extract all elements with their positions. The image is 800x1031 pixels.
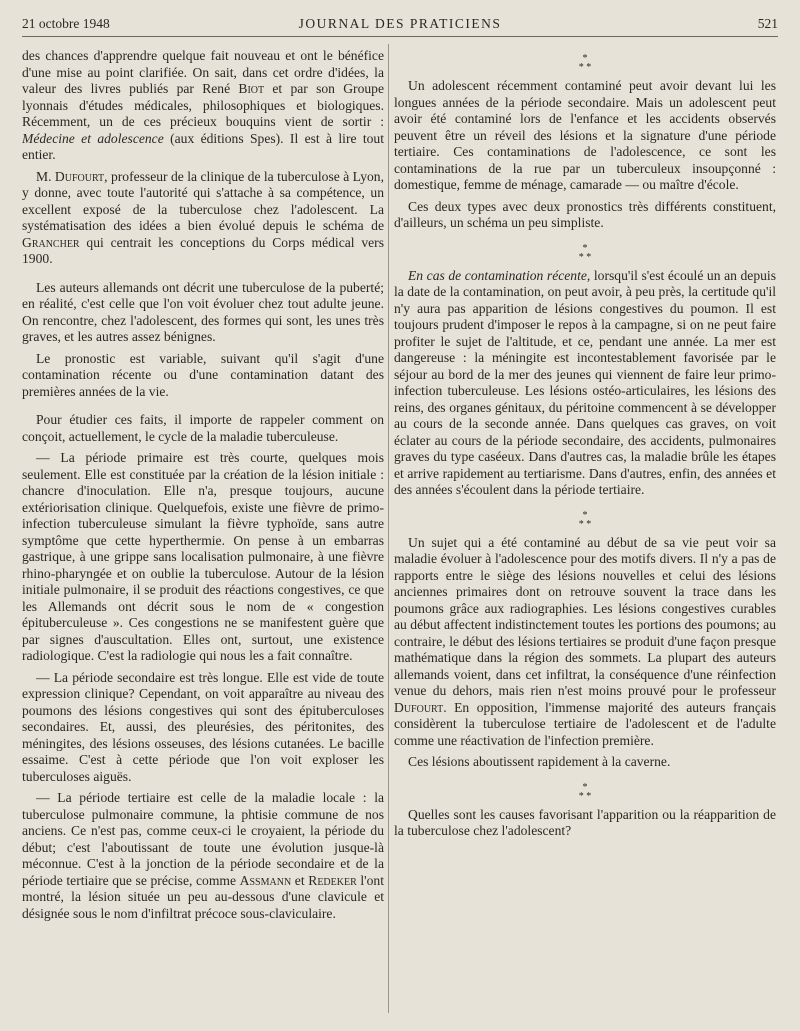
section-separator: * * *: [578, 242, 592, 263]
book-title: Médecine et adolescence: [22, 130, 164, 146]
paragraph-primary-period: — La période primaire est très courte, quelques mois seulement. Elle est constituée par la création de la lésion initiale : chancre d'inoculation. Elle n'a, presque toujours, aucune extériorisation clinique. Quelquefois, existe une fièvre de primo-infection tuberculeuse simulant la fièvre typhoïde, sans autre symptôme que cette hyperthermie. On pense à un embarras gastrique, à une grippe sans localisation pulmonaire, à une fièvre rhino-pharyngée et on oublie la tuberculose. Autour de la lésion initiale pulmonaire, il se produit des réactions congestives, ce que les Allemands ont décrit sous le nom de « congestion épituberculeuse ». Ces congestions ne se manifestent guère que par signes d'auscultation. Elles ont, surtout, une existence radiologique. C'est la radiologie qui nous les a fait connaître.: [22, 450, 384, 663]
author-assmann: Assmann: [239, 872, 292, 888]
paragraph-tertiary-period: — La période tertiaire est celle de la maladie locale : la tuberculose pulmonaire commune, la phtisie commune de nos anciens. Ce n'est pas, comme ceux-ci le croyaient, la période du début; c'est l'aboutissant de toute une évolution jusque-là méconnue. C'est à la jonction de la période secondaire et de la période tertiaire que se précise, comme Assmann et Redeker l'ont montré, la lésion située un peu au-dessous d'une clavicule et désignée sous le nom d'infiltrat précoce sous-claviculaire.: [22, 790, 384, 921]
author-grancher: Grancher: [22, 234, 80, 250]
paragraph-recent-case: En cas de contamination récente, lorsqu'il s'est écoulé un an depuis la date de la contamination, on peut avoir, à peu près, la certitude qu'il n'y aura pas apparition de lésions congestives du poumon. Il est toujours prudent d'imposer le repos à la campagne, si on ne peut faire profiter le sujet de l'altitude, et ce, pendant une année. La mer est dangereuse : la méningite est incontestablement favorisée par le séjour au bord de la mer des jeunes qui viennent de faire leur primo-infection tuberculeuse. Les lésions ostéo-articulaires, les lésions des reins, des organes génitaux, du péritoine commencent à se développer au cours de la seconde année. Dans quelques cas graves, on voit éclater au cours de la période secondaire, des accidents, pulmonaires graves du type caséeux. Dans d'autres cas, la maladie brûle les étapes et arrive rapidement au tertiarisme. Dans d'autres, enfin, des années et des années s'écoulent dans la période tertiaire.: [394, 267, 776, 497]
paragraph-early-contamination: Un sujet qui a été contaminé au début de sa vie peut voir sa maladie évoluer à l'adolescence pour des motifs divers. Il n'y a pas de rapports entre le siège des lésions nouvelles et celui des lésions anciennes primaires dont on retrouve souvent la trace dans les poumons grâce aux radiographies. Les lésions congestives curables au début affectent indistinctement toutes les portions des poumons; au contraire, le début des lésions tertiaires se produit d'une façon presque mathématique dans la région des sommets. La plupart des auteurs allemands voient, dans cet infiltrat, la conséquence d'une réinfection venue du dehors, mais rien n'est moins prouvé pour le professeur Dufourt. En opposition, l'immense majorité des auteurs français considèrent la tuberculose tertiaire de l'adolescent et de l'adulte comme une réactivation de l'infection première.: [394, 534, 776, 748]
author-dufourt: Dufourt: [394, 699, 444, 715]
section-separator: * * *: [578, 781, 592, 802]
section-separator: * * *: [578, 509, 592, 530]
running-header: [22, 14, 778, 37]
header-date: 21 octobre 1948: [22, 16, 110, 31]
right-column: [394, 48, 776, 1013]
paragraph-secondary-period: — La période secondaire est très longue. Elle est vide de toute expression clinique? Cependant, on voit apparaître au niveau des poumons des lésions congestives qui sont des épituberculoses secondaires. Et, aussi, des pleurésies, des péritonites, des méningites, des lésions osseuses, des lésions cutanées. Le bacille essaime. C'est à cette période que l'on voit exploser les tuberculoses aiguës.: [22, 669, 384, 784]
paragraph-question: Quelles sont les causes favorisant l'apparition ou la réapparition de la tuberculose chez l'adolescent?: [394, 806, 776, 838]
paragraph-two-types: Ces deux types avec deux pronostics très différents constituent, d'ailleurs, un schéma un peu simpliste.: [394, 198, 776, 230]
author-dufourt: Dufourt: [54, 168, 105, 184]
author-redeker: Redeker: [308, 872, 357, 888]
journal-title: JOURNAL DES PRATICIENS: [298, 16, 502, 31]
paragraph-recent-contamination: Un adolescent récemment contaminé peut avoir devant lui les longues années de la période secondaire. Mais un adolescent peut avoir été contaminé lors de l'enfance et les accidents observés peuvent être un réveil des lésions et la signature d'une période tertiaire. Ces contaminations de l'adolescence, ce sont les contaminations de la rue par un tuberculeux insoupçonné : domestique, femme de ménage, camarade — ou maître d'école.: [394, 78, 776, 192]
paragraph-cycle: Pour étudier ces faits, il importe de rappeler comment on conçoit, actuellement, le cycle de la maladie tuberculeuse.: [22, 412, 384, 444]
lead-phrase: En cas de contamination récente,: [408, 267, 591, 283]
paragraph-dufourt: M. Dufourt, professeur de la clinique de la tuberculose à Lyon, y donne, avec toute l'autorité qui s'attache à sa compétence, un excellent exposé de la tuberculose chez l'adolescent. La systématisation des idées a bien évolué depuis le schéma de Grancher qui centrait les conceptions du Corps médical vers 1900.: [22, 168, 384, 266]
page-number: 521: [757, 16, 778, 31]
paragraph-prognosis: Le pronostic est variable, suivant qu'il s'agit d'une contamination récente ou d'une contamination datant des premières années de la vie.: [22, 350, 384, 399]
column-divider: [388, 44, 389, 1013]
paragraph-intro: des chances d'apprendre quelque fait nouveau et ont le bénéfice d'une mise au point clarifiée. On sait, dans cet ordre d'idées, la valeur des livres publiés par René Biot et par son Groupe lyonnais d'études médicales, philosophiques et biologiques. Récemment, un de ces précieux bouquins vient de sortir : Médecine et adolescence (aux éditions Spes). Il est à lire tout entier.: [22, 48, 384, 162]
section-separator: * * *: [578, 53, 592, 73]
author-biot: Biot: [238, 81, 265, 96]
paragraph-caverne: Ces lésions aboutissent rapidement à la caverne.: [408, 754, 671, 769]
left-column: [22, 48, 384, 1013]
paragraph-german-authors: Les auteurs allemands ont décrit une tuberculose de la puberté; en réalité, c'est celle que l'on voit évoluer chez tout adulte jeune. On rencontre, chez l'adolescent, des formes qui sont, les unes très graves, et les autres assez bénignes.: [22, 279, 384, 344]
